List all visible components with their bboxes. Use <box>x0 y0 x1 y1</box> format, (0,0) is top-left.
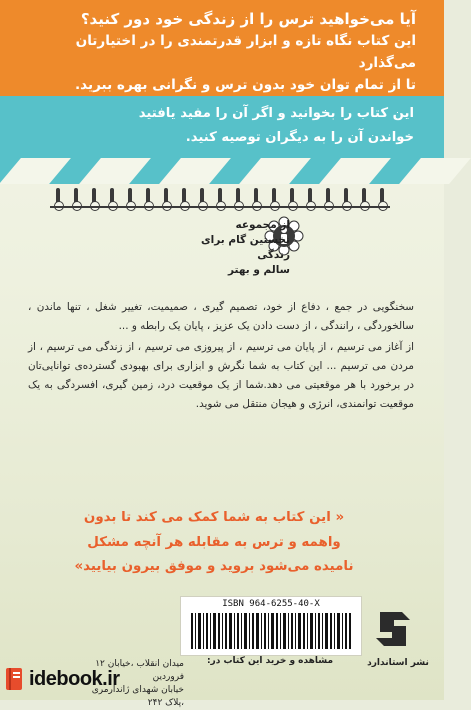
pull-quote <box>34 506 394 580</box>
address-line-1: میدان انقلاب ،خیابان ۱۲ فروردین <box>95 659 184 682</box>
description-paragraph-2: از آغاز می ترسیم ، از پایان می ترسیم ، از پیروزی می ترسیم ، از زندگی می ترسیم ، از مردن می ترسیم ... این کتاب به شما نگرش و ابزاری برای بهبودی گسترده‌ی توانایی‌تان در برخورد با هر موقعیتی می دهد.شما از یک موقعیت درد، زمین گیری، افسردگی به یک موقعیت توانمندی، انرژی و هیجان منتقل می شوید. <box>28 341 414 410</box>
publisher-name: نشر استاندارد <box>367 658 429 668</box>
recommend-line-1: این کتاب را بخوانید و اگر آن را مفید یافتید <box>138 106 414 121</box>
barcode-box <box>180 596 362 656</box>
publisher-logo-icon <box>372 606 418 652</box>
site-watermark <box>4 664 120 694</box>
series-label <box>170 218 290 278</box>
watermark-text: idebook.ir <box>29 667 120 690</box>
series-line-2: نخستین گام برای زندگی <box>201 234 290 261</box>
recommend-line-2: خواندن آن را به دیگران توصیه کنید. <box>185 130 414 145</box>
series-notebook <box>50 188 390 288</box>
notebook-top-line <box>50 206 390 208</box>
quote-line-2: واهمه و ترس به مقابله هر آنچه مشکل <box>87 534 341 550</box>
series-line-3: سالم و بهتر <box>228 264 290 276</box>
isbn-number: ISBN 964-6255-40-X <box>222 599 320 609</box>
quote-line-1: « این کتاب به شما کمک می کند تا بدون <box>83 510 345 525</box>
header-text <box>16 8 416 96</box>
header-line-3: تا از تمام توان خود بدون ترس و نگرانی بهره ببرید. <box>74 77 416 93</box>
recommend-text <box>24 102 414 150</box>
quote-line-3: نامیده می‌شود بروید و موفق بیرون بیایید» <box>74 559 354 574</box>
stripe-band <box>0 158 444 184</box>
address-line-2: خیابان شهدای ژاندارمری ،پلاک ۲۴۲ <box>91 685 184 708</box>
barcode-icon <box>191 613 351 649</box>
buy-label: مشاهده و خرید این کتاب در: <box>206 656 334 666</box>
header-question: آیا می‌خواهید ترس را از زندگی خود دور کنید؟ <box>80 10 416 28</box>
series-line-1: از مجموعه <box>235 219 290 231</box>
header-line-2: این کتاب نگاه تازه و ابزار قدرتمندی را در اختیارتان می‌گذارد <box>75 33 416 71</box>
book-icon <box>4 666 26 692</box>
description-paragraph-1: سخنگویی در جمع ، دفاع از خود، تصمیم گیری ، صمیمیت، تغییر شغل ، تنها ماندن ، سالخوردگی ، رانندگی ، از دست دادن یک عزیز ، پایان یک رابطه و ... <box>28 301 414 332</box>
description-text <box>28 298 414 416</box>
